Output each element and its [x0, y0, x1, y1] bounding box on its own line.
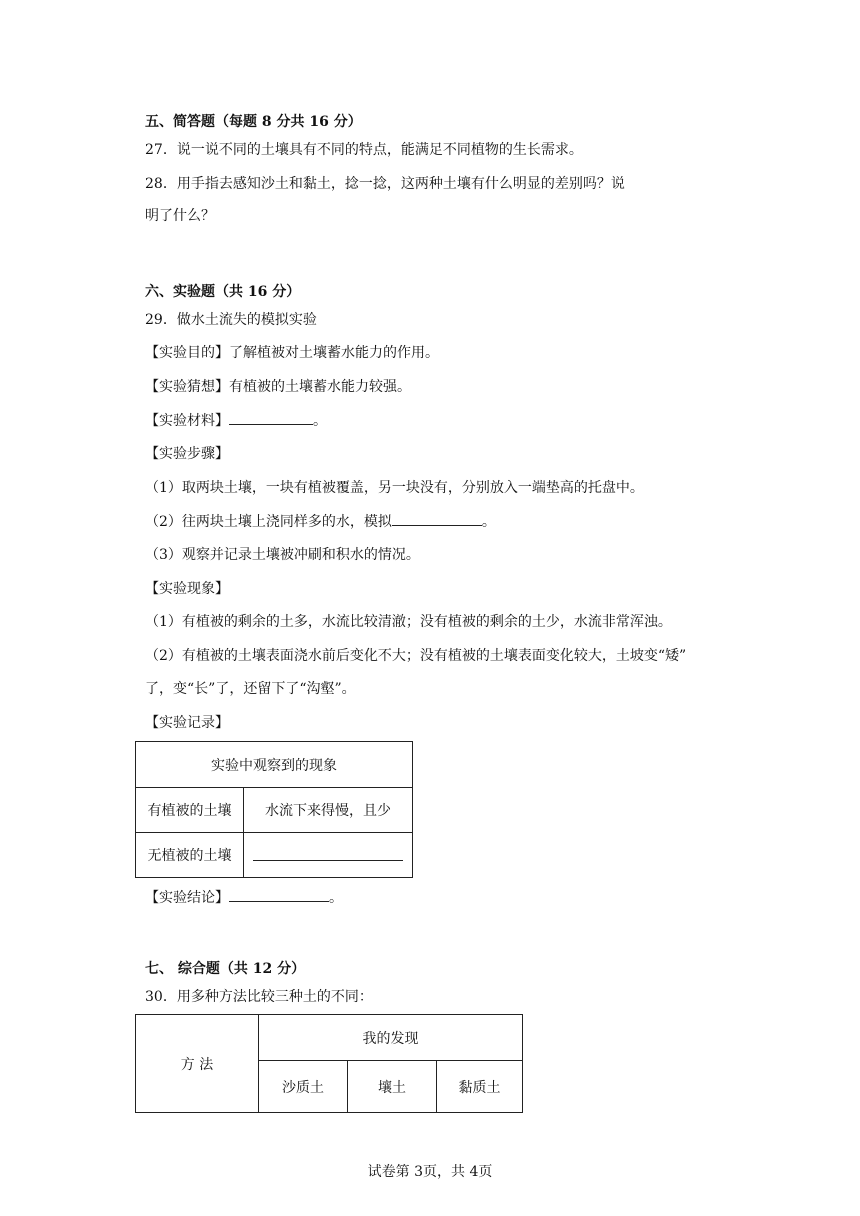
- step-2: [145, 511, 496, 532]
- step-2-end: 。: [481, 514, 496, 530]
- conclusion-end: 。: [329, 890, 343, 906]
- experiment-purpose: 【实验目的】了解植被对土壤蓄水能力的作用。: [145, 345, 439, 361]
- materials-end: 。: [313, 413, 327, 429]
- conclusion-label: 【实验结论】: [145, 890, 229, 906]
- experiment-conclusion: [145, 887, 343, 908]
- step-2-text: （2）往两块土壤上浇同样多的水，模拟: [145, 514, 392, 530]
- question-30: 30．用多种方法比较三种土的不同：: [145, 989, 373, 1005]
- experiment-hypothesis: 【实验猜想】有植被的土壤蓄水能力较强。: [145, 379, 411, 395]
- experiment-steps-label: 【实验步骤】: [145, 446, 229, 462]
- step-1: （1）取两块土壤，一块有植被覆盖，另一块没有，分别放入一端垫高的托盘中。: [145, 480, 644, 496]
- question-27: 27．说一说不同的土壤具有不同的特点，能满足不同植物的生长需求。: [145, 142, 583, 158]
- section6-title: 六、实验题（共 16 分）: [145, 284, 301, 300]
- record-table: [135, 741, 413, 878]
- record-row2-blank[interactable]: [253, 846, 403, 861]
- phenomenon-2-line2: 了，变“长”了，还留下了“沟壑”。: [145, 681, 356, 697]
- compare-findings-header: 我的发现: [259, 1015, 523, 1061]
- compare-col-clay: 黏质土: [437, 1061, 523, 1113]
- conclusion-blank[interactable]: [229, 887, 329, 902]
- record-table-header: 实验中观察到的现象: [136, 742, 413, 788]
- section5-title: 五、简答题（每题 8 分共 16 分）: [145, 114, 362, 130]
- step-2-blank[interactable]: [392, 511, 482, 526]
- record-row2-value[interactable]: [244, 833, 413, 878]
- materials-label: 【实验材料】: [145, 413, 229, 429]
- compare-col-sandy: 沙质土: [259, 1061, 348, 1113]
- page-footer: 试卷第 3页，共 4页: [367, 1164, 493, 1180]
- compare-method-cell: 方 法: [136, 1015, 259, 1113]
- materials-blank[interactable]: [229, 410, 313, 425]
- compare-table: [135, 1014, 523, 1113]
- question-28-line2: 明了什么？: [145, 208, 215, 224]
- question-28-line1: 28．用手指去感知沙土和黏土，捻一捻，这两种土壤有什么明显的差别吗？说: [145, 176, 625, 192]
- compare-col-loam: 壤土: [348, 1061, 437, 1113]
- record-row2-label: 无植被的土壤: [136, 833, 244, 878]
- section7-title: 七、 综合题（共 12 分）: [145, 961, 306, 977]
- experiment-materials: [145, 410, 327, 431]
- record-row1-value: 水流下来得慢，且少: [244, 788, 413, 833]
- question-29: 29．做水土流失的模拟实验: [145, 312, 317, 328]
- experiment-phenomena-label: 【实验现象】: [145, 581, 229, 597]
- phenomenon-1: （1）有植被的剩余的土多，水流比较清澈；没有植被的剩余的土少，水流非常浑浊。: [145, 614, 672, 630]
- record-row1-label: 有植被的土壤: [136, 788, 244, 833]
- phenomenon-2-line1: （2）有植被的土壤表面浇水前后变化不大；没有植被的土壤表面变化较大，土坡变“矮”: [145, 648, 687, 664]
- step-3: （3）观察并记录土壤被冲刷和积水的情况。: [145, 547, 420, 563]
- experiment-record-label: 【实验记录】: [145, 715, 229, 731]
